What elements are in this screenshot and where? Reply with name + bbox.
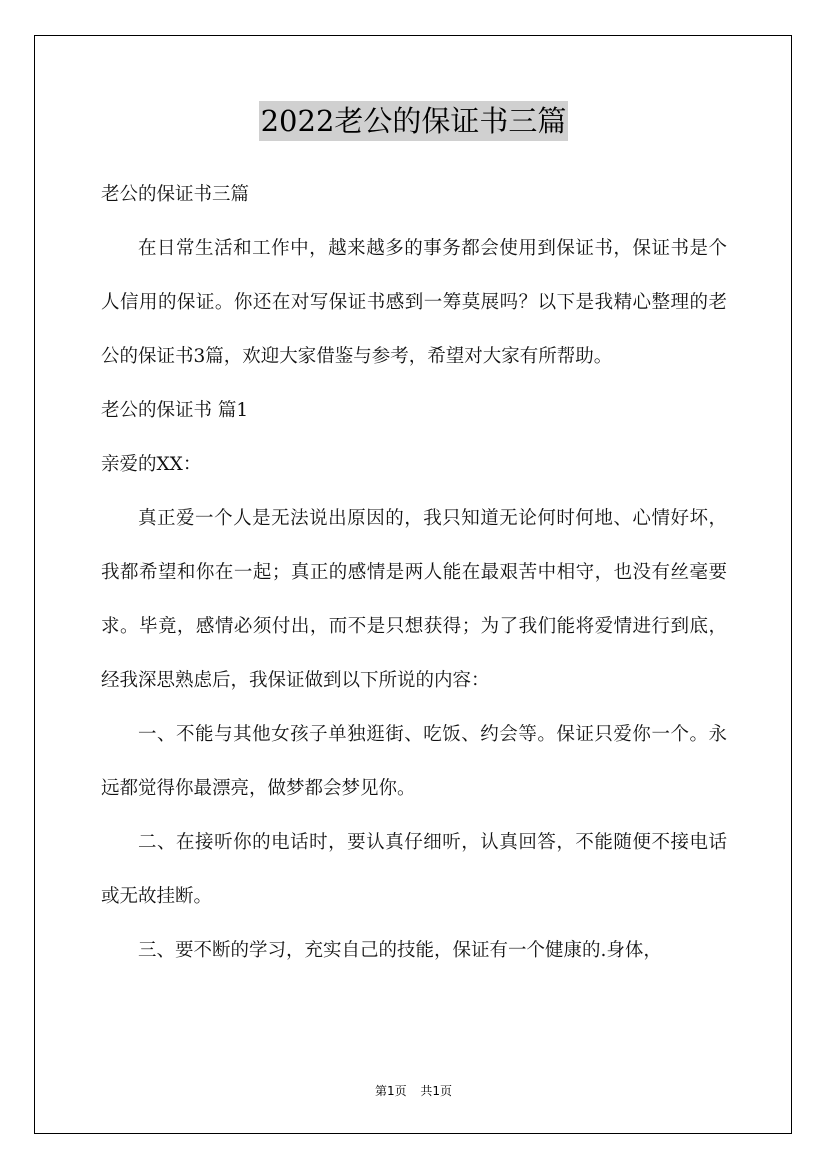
salutation: 亲爱的XX： <box>101 454 202 475</box>
intro-paragraph: 在日常生活和工作中，越来越多的事务都会使用到保证书，保证书是个人信用的保证。你还在对写保证书感到一筹莫展吗？以下是我精心整理的老公的保证书3篇，欢迎大家借鉴与参考，希望对大家有所帮助。 <box>101 238 727 367</box>
document-title: 2022老公的保证书三篇 <box>259 101 569 141</box>
section-heading: 老公的保证书 篇1 <box>101 400 249 421</box>
page-total: 共1页 <box>420 1084 453 1098</box>
subtitle: 老公的保证书三篇 <box>101 184 250 205</box>
pledge-item-2: 二、在接听你的电话时，要认真仔细听，认真回答，不能随便不接电话或无故挂断。 <box>101 832 727 907</box>
page-number: 第1页 <box>374 1084 407 1098</box>
title-container <box>0 101 827 141</box>
page-footer <box>0 1082 827 1099</box>
body-paragraph: 真正爱一个人是无法说出原因的，我只知道无论何时何地、心情好坏，我都希望和你在一起；真正的感情是两人能在最艰苦中相守，也没有丝毫要求。毕竟，感情必须付出，而不是只想获得；为了我们能将爱情进行到底，经我深思熟虑后，我保证做到以下所说的内容： <box>101 508 727 691</box>
pledge-item-3: 三、要不断的学习，充实自己的技能，保证有一个健康的.身体， <box>138 940 662 961</box>
pledge-item-1: 一、不能与其他女孩子单独逛街、吃饭、约会等。保证只爱你一个。永远都觉得你最漂亮，做梦都会梦见你。 <box>101 724 727 799</box>
document-body <box>101 168 727 978</box>
